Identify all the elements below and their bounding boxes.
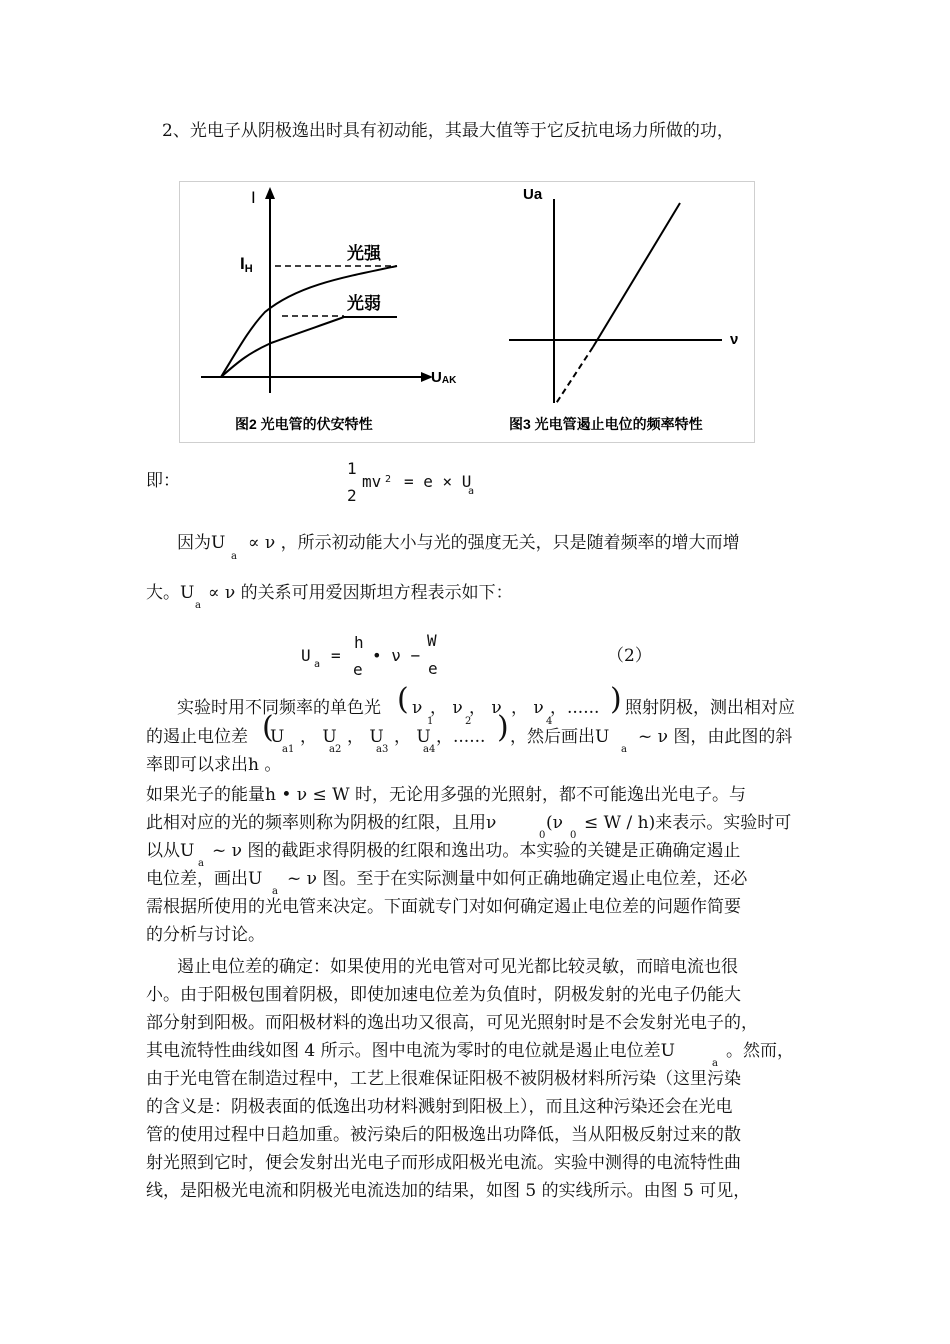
eq1-denominator: 2 [347, 486, 357, 505]
eq2-sub: a [314, 659, 321, 670]
p3-l3: 部分射到阳极。而阳极材料的逸出功又很高，可见光照射时是不会发射光电子的， [146, 1013, 758, 1033]
big-b: ∝ ν 的关系可用爱因斯坦方程表示如下： [208, 583, 513, 603]
eq2-e1: e [353, 660, 363, 679]
fig3-y-label: Ua [523, 186, 543, 203]
exp-s-a4: a4 [423, 744, 436, 755]
exp-s-a2: a2 [329, 744, 342, 755]
p2-l2a: 此相对应的光的频率则称为阴极的红限，且用ν [146, 813, 497, 833]
fig2-y-label: I [251, 188, 256, 207]
eq1-sup: 2 [385, 474, 392, 485]
because-b: ∝ ν ，所示初动能大小与光的强度无关，只是随着频率的增大而增 [248, 533, 740, 553]
p3-l8: 射光照到它时，便会发射出光电子而形成阳极光电流。实验中测得的电流特性曲 [146, 1153, 741, 1173]
exp-l1s1: 1 [427, 716, 434, 727]
p3-l2: 小。由于阳极包围着阴极，即使加速电位差为负值时，阴极发射的光电子仍能大 [146, 985, 741, 1005]
exp-l2f: ，...... [436, 727, 486, 747]
p2-l1: 如果光子的能量h • ν ≤ W 时，无论用多强的光照射，都不可能逸出光电子。与 [146, 785, 747, 805]
p3-l9: 线，是阳极光电流和阴极光电流迭加的结果，如图 5 的实线所示。由图 5 可见， [146, 1181, 751, 1201]
eq1-label: 即： [146, 471, 180, 491]
exp-l1c: ， ν [430, 698, 463, 718]
exp-l2d: ， U [347, 727, 384, 747]
p3-l1: 遏止电位差的确定：如果使用的光电管对可见光都比较灵敏，而暗电流也很 [177, 957, 738, 977]
p2-l5: 需根据所使用的光电管来决定。下面就专门对如何确定遏止电位差的问题作简要 [146, 897, 741, 917]
fig2-weak-label: 光弱 [347, 294, 381, 313]
p3-l6: 的含义是：阴极表面的低逸出功材料溅射到阳极上），而且这种污染还会在光电 [146, 1097, 733, 1117]
p2-s0b: 0 [570, 830, 577, 841]
exp-l1d: ， ν [469, 698, 502, 718]
exp-l1b: ν [412, 698, 423, 718]
p3-l4a: 其电流特性曲线如图 4 所示。图中电流为零时的电位就是遏止电位差U [146, 1041, 675, 1061]
exp-s-a1: a1 [282, 744, 295, 755]
p3-l5: 由于光电管在制造过程中，工艺上很难保证阳极不被阴极材料所污染（这里污染 [146, 1069, 741, 1089]
exp-l1e: ， ν [511, 698, 544, 718]
big-sub: a [195, 600, 201, 611]
p3-l7: 管的使用过程中日趋加重。被污染后的阳极逸出功降低，当从阳极反射过来的散 [146, 1125, 741, 1145]
exp-l2a: 的遏止电位差 [146, 727, 248, 747]
exp-l1g: 照射阴极，测出相对应 [625, 698, 795, 718]
p2-l3s: a [198, 858, 204, 869]
eq2-eq: = [331, 646, 341, 665]
exp-l1s4: 4 [546, 716, 553, 727]
p3-l4s: a [712, 1058, 718, 1069]
exp-l1s2: 2 [465, 716, 472, 727]
p2-l6: 的分析与讨论。 [146, 925, 265, 945]
p2-l4s: a [272, 886, 278, 897]
p2-l2c: ≤ W / h)来表示。实验时可 [584, 813, 792, 833]
exp-paren2-close: ) [497, 710, 509, 745]
fig3-caption: 图3 光电管遏止电位的频率特性 [509, 416, 703, 432]
eq2-u: U [301, 646, 311, 665]
big-a: 大。U [146, 583, 195, 603]
p2-l3b: ~ ν 图的截距求得阴极的红限和逸出功。本实验的关键是正确确定遏止 [212, 841, 741, 861]
figure-panel [179, 181, 755, 443]
p2-l4a: 电位差，画出U [146, 869, 263, 889]
exp-l1f: ，...... [550, 698, 600, 718]
exp-l1a: 实验时用不同频率的单色光 [177, 698, 381, 718]
exp-paren-open: ( [397, 682, 409, 717]
exp-s-a3: a3 [376, 744, 389, 755]
p3-l4b: 。然而， [726, 1041, 794, 1061]
fig2-caption: 图2 光电管的伏安特性 [235, 416, 373, 432]
eq1-numerator: 1 [347, 459, 357, 478]
intro-line: 2、光电子从阴极逸出时具有初动能，其最大值等于它反抗电场力所做的功， [162, 121, 734, 141]
exp-l2c: ， U [300, 727, 337, 747]
because-a: 因为U [177, 533, 226, 553]
exp-l2b: U [270, 727, 285, 747]
eq2-e2: e [428, 659, 438, 678]
fig3-x-label: ν [730, 331, 739, 348]
exp-s-a: a [621, 744, 627, 755]
exp-paren-close: ) [610, 682, 622, 717]
exp-l3: 率即可以求出h 。 [146, 755, 282, 775]
exp-paren2-open: ( [262, 710, 274, 745]
eq2-h: h [354, 633, 364, 652]
fig2-strong-label: 光强 [347, 244, 381, 263]
because-sub: a [231, 551, 237, 562]
p2-l3a: 以从U [146, 841, 195, 861]
exp-l2h: ~ ν 图，由此图的斜 [638, 727, 793, 747]
eq1-mv: mv [362, 472, 382, 491]
exp-l2g: ，然后画出U [510, 727, 610, 747]
eq2-w: W [427, 631, 437, 650]
p2-l4b: ~ ν 图。至于在实际测量中如何正确地确定遏止电位差，还必 [287, 869, 748, 889]
eq1-sub: a [468, 486, 475, 497]
fig2-ih-label: IH [240, 254, 253, 275]
p2-l2b: (ν [546, 813, 563, 833]
eq2-mid: • ν − [372, 646, 421, 665]
eq2-number: （2） [607, 646, 652, 666]
p2-s0a: 0 [539, 830, 546, 841]
fig2-x-label: UAK [431, 369, 457, 386]
exp-l2e: ， U [394, 727, 431, 747]
eq1-rhs: = e × U [404, 472, 472, 491]
